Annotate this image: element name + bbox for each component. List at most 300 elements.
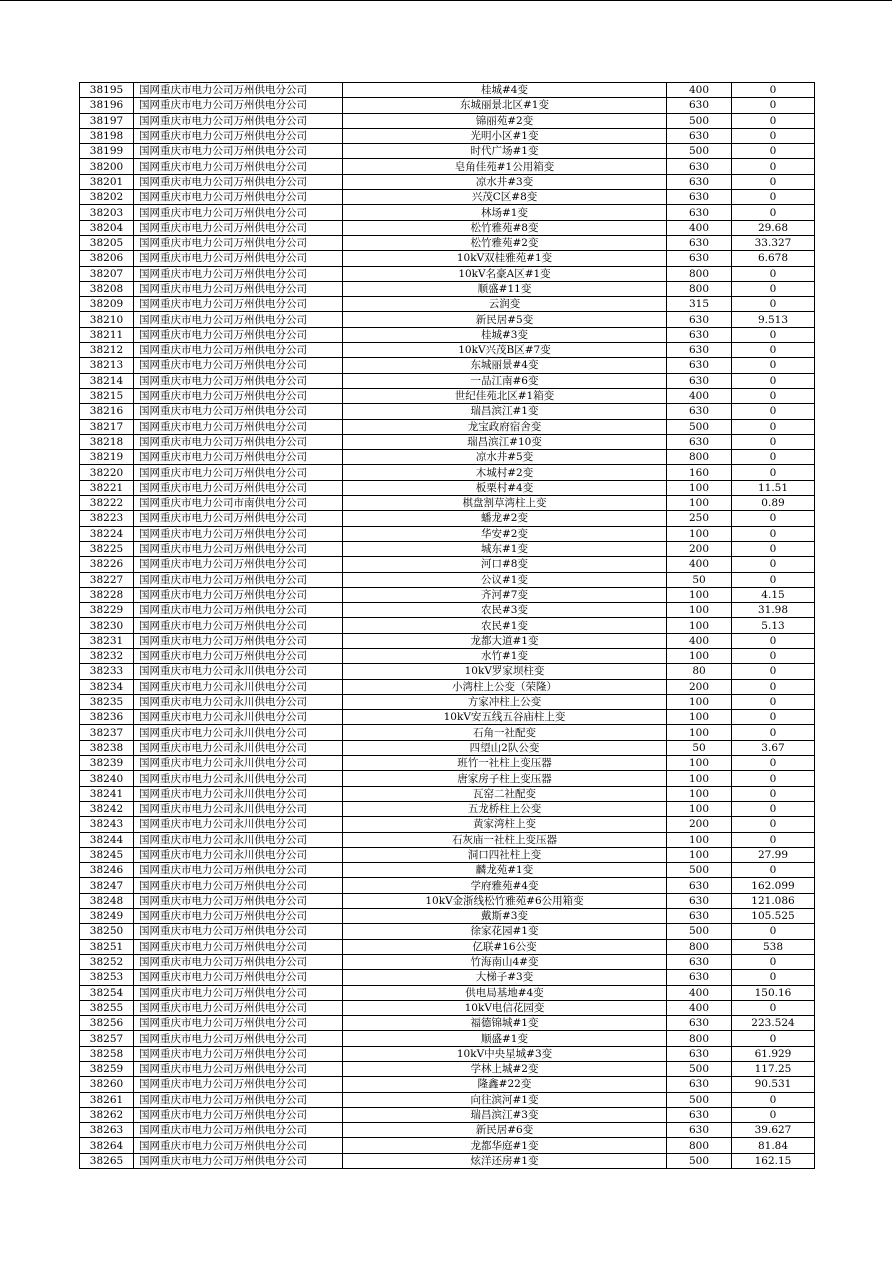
capacity-cell: 500: [667, 113, 732, 128]
company-cell: 国网重庆市电力公司万州供电分公司: [134, 220, 343, 235]
company-cell: 国网重庆市电力公司永川供电分公司: [134, 725, 343, 740]
value-cell: 0: [732, 710, 815, 725]
table-row: [80, 511, 815, 526]
capacity-cell: 630: [667, 327, 732, 342]
table-row: [80, 572, 815, 587]
company-cell: 国网重庆市电力公司万州供电分公司: [134, 511, 343, 526]
table-row: [80, 771, 815, 786]
value-cell: 4.15: [732, 587, 815, 602]
value-cell: 9.513: [732, 312, 815, 327]
company-cell: 国网重庆市电力公司永川供电分公司: [134, 756, 343, 771]
row-id-cell: 38232: [80, 648, 134, 663]
row-id-cell: 38226: [80, 557, 134, 572]
transformer-name-cell: 锦丽苑#2变: [343, 113, 667, 128]
capacity-cell: 630: [667, 312, 732, 327]
row-id-cell: 38255: [80, 1000, 134, 1015]
table-row: [80, 220, 815, 235]
transformer-name-cell: 木城村#2变: [343, 465, 667, 480]
value-cell: 0: [732, 159, 815, 174]
transformer-name-cell: 石灰庙一社柱上变压器: [343, 832, 667, 847]
company-cell: 国网重庆市电力公司万州供电分公司: [134, 970, 343, 985]
company-cell: 国网重庆市电力公司永川供电分公司: [134, 801, 343, 816]
value-cell: 0: [732, 648, 815, 663]
value-cell: 0: [732, 373, 815, 388]
table-row: [80, 939, 815, 954]
value-cell: 0: [732, 526, 815, 541]
company-cell: 国网重庆市电力公司万州供电分公司: [134, 572, 343, 587]
transformer-name-cell: 隆鑫#22变: [343, 1077, 667, 1092]
capacity-cell: 800: [667, 939, 732, 954]
transformer-name-cell: 10kV安五线五谷庙柱上变: [343, 710, 667, 725]
transformer-name-cell: 麟龙苑#1变: [343, 863, 667, 878]
value-cell: 0: [732, 541, 815, 556]
company-cell: 国网重庆市电力公司万州供电分公司: [134, 541, 343, 556]
capacity-cell: 100: [667, 603, 732, 618]
row-id-cell: 38223: [80, 511, 134, 526]
row-id-cell: 38250: [80, 924, 134, 939]
value-cell: 0.89: [732, 496, 815, 511]
capacity-cell: 400: [667, 83, 732, 98]
table-row: [80, 863, 815, 878]
transformer-name-cell: 世纪佳苑北区#1箱变: [343, 388, 667, 403]
company-cell: 国网重庆市电力公司万州供电分公司: [134, 235, 343, 250]
transformer-name-cell: 向往滨河#1变: [343, 1092, 667, 1107]
table-row: [80, 465, 815, 480]
table-row: [80, 235, 815, 250]
transformer-sheet: [79, 82, 815, 1169]
capacity-cell: 160: [667, 465, 732, 480]
company-cell: 国网重庆市电力公司万州供电分公司: [134, 358, 343, 373]
row-id-cell: 38218: [80, 434, 134, 449]
table-row: [80, 541, 815, 556]
company-cell: 国网重庆市电力公司永川供电分公司: [134, 664, 343, 679]
capacity-cell: 500: [667, 863, 732, 878]
row-id-cell: 38245: [80, 847, 134, 862]
table-row: [80, 970, 815, 985]
company-cell: 国网重庆市电力公司万州供电分公司: [134, 419, 343, 434]
row-id-cell: 38233: [80, 664, 134, 679]
company-cell: 国网重庆市电力公司万州供电分公司: [134, 174, 343, 189]
row-id-cell: 38259: [80, 1062, 134, 1077]
row-id-cell: 38243: [80, 817, 134, 832]
table-row: [80, 725, 815, 740]
transformer-name-cell: 云润变: [343, 297, 667, 312]
company-cell: 国网重庆市电力公司万州供电分公司: [134, 1000, 343, 1015]
company-cell: 国网重庆市电力公司永川供电分公司: [134, 847, 343, 862]
capacity-cell: 400: [667, 633, 732, 648]
transformer-name-cell: 兴茂C区#8变: [343, 190, 667, 205]
transformer-name-cell: 10kV双桂雅苑#1变: [343, 251, 667, 266]
value-cell: 0: [732, 190, 815, 205]
transformer-name-cell: 林场#1变: [343, 205, 667, 220]
company-cell: 国网重庆市电力公司万州供电分公司: [134, 1046, 343, 1061]
value-cell: 538: [732, 939, 815, 954]
transformer-name-cell: 桂城#3变: [343, 327, 667, 342]
company-cell: 国网重庆市电力公司永川供电分公司: [134, 694, 343, 709]
capacity-cell: 800: [667, 266, 732, 281]
transformer-name-cell: 东城丽景#4变: [343, 358, 667, 373]
table-row: [80, 205, 815, 220]
table-row: [80, 450, 815, 465]
capacity-cell: 100: [667, 801, 732, 816]
table-row: [80, 251, 815, 266]
row-id-cell: 38220: [80, 465, 134, 480]
transformer-name-cell: 凉水井#3变: [343, 174, 667, 189]
row-id-cell: 38225: [80, 541, 134, 556]
row-id-cell: 38230: [80, 618, 134, 633]
table-row: [80, 1031, 815, 1046]
capacity-cell: 100: [667, 771, 732, 786]
company-cell: 国网重庆市电力公司万州供电分公司: [134, 1077, 343, 1092]
capacity-cell: 400: [667, 1000, 732, 1015]
value-cell: 29.68: [732, 220, 815, 235]
company-cell: 国网重庆市电力公司万州供电分公司: [134, 190, 343, 205]
value-cell: 0: [732, 664, 815, 679]
company-cell: 国网重庆市电力公司万州供电分公司: [134, 159, 343, 174]
company-cell: 国网重庆市电力公司万州供电分公司: [134, 1016, 343, 1031]
table-row: [80, 954, 815, 969]
row-id-cell: 38212: [80, 343, 134, 358]
value-cell: 33.327: [732, 235, 815, 250]
table-row: [80, 83, 815, 98]
table-row: [80, 587, 815, 602]
table-row: [80, 1016, 815, 1031]
value-cell: 0: [732, 144, 815, 159]
table-row: [80, 128, 815, 143]
table-row: [80, 496, 815, 511]
capacity-cell: 800: [667, 281, 732, 296]
table-row: [80, 756, 815, 771]
company-cell: 国网重庆市电力公司万州供电分公司: [134, 878, 343, 893]
value-cell: 0: [732, 511, 815, 526]
row-id-cell: 38210: [80, 312, 134, 327]
value-cell: 11.51: [732, 480, 815, 495]
table-row: [80, 113, 815, 128]
row-id-cell: 38215: [80, 388, 134, 403]
transformer-name-cell: 供电局基地#4变: [343, 985, 667, 1000]
company-cell: 国网重庆市电力公司万州供电分公司: [134, 83, 343, 98]
table-row: [80, 817, 815, 832]
capacity-cell: 500: [667, 144, 732, 159]
transformer-name-cell: 大梯子#3变: [343, 970, 667, 985]
capacity-cell: 100: [667, 832, 732, 847]
company-cell: 国网重庆市电力公司万州供电分公司: [134, 480, 343, 495]
row-id-cell: 38248: [80, 893, 134, 908]
transformer-name-cell: 一品江南#6变: [343, 373, 667, 388]
capacity-cell: 100: [667, 786, 732, 801]
table-row: [80, 1153, 815, 1168]
row-id-cell: 38263: [80, 1123, 134, 1138]
company-cell: 国网重庆市电力公司万州供电分公司: [134, 587, 343, 602]
table-row: [80, 603, 815, 618]
capacity-cell: 630: [667, 909, 732, 924]
company-cell: 国网重庆市电力公司万州供电分公司: [134, 388, 343, 403]
value-cell: 0: [732, 98, 815, 113]
value-cell: 0: [732, 128, 815, 143]
value-cell: 0: [732, 281, 815, 296]
table-row: [80, 679, 815, 694]
company-cell: 国网重庆市电力公司万州供电分公司: [134, 434, 343, 449]
company-cell: 国网重庆市电力公司万州供电分公司: [134, 144, 343, 159]
value-cell: 0: [732, 434, 815, 449]
value-cell: 0: [732, 801, 815, 816]
capacity-cell: 100: [667, 847, 732, 862]
company-cell: 国网重庆市电力公司市南供电分公司: [134, 496, 343, 511]
transformer-name-cell: 10kV金浙线松竹雅苑#6公用箱变: [343, 893, 667, 908]
transformer-name-cell: 竹海南山4#变: [343, 954, 667, 969]
row-id-cell: 38238: [80, 740, 134, 755]
transformer-name-cell: 河口#8变: [343, 557, 667, 572]
capacity-cell: 500: [667, 1092, 732, 1107]
table-row: [80, 909, 815, 924]
row-id-cell: 38211: [80, 327, 134, 342]
table-row: [80, 633, 815, 648]
value-cell: 0: [732, 633, 815, 648]
value-cell: 81.84: [732, 1138, 815, 1153]
value-cell: 31.98: [732, 603, 815, 618]
capacity-cell: 630: [667, 373, 732, 388]
row-id-cell: 38242: [80, 801, 134, 816]
row-id-cell: 38219: [80, 450, 134, 465]
transformer-name-cell: 时代广场#1变: [343, 144, 667, 159]
transformer-name-cell: 城东#1变: [343, 541, 667, 556]
capacity-cell: 800: [667, 1031, 732, 1046]
transformer-name-cell: 光明小区#1变: [343, 128, 667, 143]
capacity-cell: 100: [667, 480, 732, 495]
value-cell: 0: [732, 954, 815, 969]
capacity-cell: 630: [667, 343, 732, 358]
page-top-border: [0, 0, 892, 1]
company-cell: 国网重庆市电力公司永川供电分公司: [134, 832, 343, 847]
row-id-cell: 38209: [80, 297, 134, 312]
company-cell: 国网重庆市电力公司万州供电分公司: [134, 373, 343, 388]
company-cell: 国网重庆市电力公司万州供电分公司: [134, 128, 343, 143]
company-cell: 国网重庆市电力公司万州供电分公司: [134, 404, 343, 419]
value-cell: 121.086: [732, 893, 815, 908]
capacity-cell: 100: [667, 587, 732, 602]
row-id-cell: 38221: [80, 480, 134, 495]
transformer-name-cell: 唐家房子柱上变压器: [343, 771, 667, 786]
transformer-name-cell: 公议#1变: [343, 572, 667, 587]
table-row: [80, 847, 815, 862]
table-row: [80, 190, 815, 205]
transformer-name-cell: 松竹雅苑#8变: [343, 220, 667, 235]
transformer-name-cell: 石角一社配变: [343, 725, 667, 740]
transformer-name-cell: 新民居#5变: [343, 312, 667, 327]
transformer-name-cell: 龙都大道#1变: [343, 633, 667, 648]
transformer-name-cell: 新民居#6变: [343, 1123, 667, 1138]
table-row: [80, 159, 815, 174]
row-id-cell: 38231: [80, 633, 134, 648]
row-id-cell: 38227: [80, 572, 134, 587]
value-cell: 0: [732, 756, 815, 771]
row-id-cell: 38203: [80, 205, 134, 220]
value-cell: 0: [732, 725, 815, 740]
transformer-name-cell: 蟠龙#2变: [343, 511, 667, 526]
transformer-name-cell: 方家冲柱上公变: [343, 694, 667, 709]
row-id-cell: 38265: [80, 1153, 134, 1168]
row-id-cell: 38228: [80, 587, 134, 602]
value-cell: 0: [732, 450, 815, 465]
transformer-name-cell: 学府雅苑#4变: [343, 878, 667, 893]
value-cell: 0: [732, 771, 815, 786]
capacity-cell: 630: [667, 1123, 732, 1138]
transformer-name-cell: 徐家花园#1变: [343, 924, 667, 939]
capacity-cell: 100: [667, 648, 732, 663]
row-id-cell: 38217: [80, 419, 134, 434]
company-cell: 国网重庆市电力公司万州供电分公司: [134, 113, 343, 128]
row-id-cell: 38239: [80, 756, 134, 771]
capacity-cell: 400: [667, 220, 732, 235]
row-id-cell: 38240: [80, 771, 134, 786]
value-cell: 0: [732, 679, 815, 694]
transformer-name-cell: 龙宝政府宿舍变: [343, 419, 667, 434]
transformer-name-cell: 瑞昌滨江#3变: [343, 1107, 667, 1122]
row-id-cell: 38208: [80, 281, 134, 296]
capacity-cell: 630: [667, 954, 732, 969]
company-cell: 国网重庆市电力公司万州供电分公司: [134, 327, 343, 342]
capacity-cell: 100: [667, 710, 732, 725]
value-cell: 0: [732, 388, 815, 403]
transformer-name-cell: 齐河#7变: [343, 587, 667, 602]
table-row: [80, 281, 815, 296]
table-row: [80, 801, 815, 816]
transformer-table: [79, 82, 815, 1169]
capacity-cell: 630: [667, 1077, 732, 1092]
company-cell: 国网重庆市电力公司万州供电分公司: [134, 1123, 343, 1138]
row-id-cell: 38244: [80, 832, 134, 847]
transformer-name-cell: 顺盛#11变: [343, 281, 667, 296]
company-cell: 国网重庆市电力公司万州供电分公司: [134, 939, 343, 954]
capacity-cell: 100: [667, 526, 732, 541]
capacity-cell: 80: [667, 664, 732, 679]
capacity-cell: 315: [667, 297, 732, 312]
value-cell: 0: [732, 1000, 815, 1015]
capacity-cell: 630: [667, 174, 732, 189]
capacity-cell: 630: [667, 434, 732, 449]
row-id-cell: 38201: [80, 174, 134, 189]
table-row: [80, 832, 815, 847]
row-id-cell: 38213: [80, 358, 134, 373]
row-id-cell: 38202: [80, 190, 134, 205]
capacity-cell: 100: [667, 694, 732, 709]
transformer-name-cell: 10kV名豪A区#1变: [343, 266, 667, 281]
company-cell: 国网重庆市电力公司永川供电分公司: [134, 679, 343, 694]
row-id-cell: 38216: [80, 404, 134, 419]
company-cell: 国网重庆市电力公司万州供电分公司: [134, 863, 343, 878]
value-cell: 0: [732, 327, 815, 342]
value-cell: 0: [732, 465, 815, 480]
company-cell: 国网重庆市电力公司万州供电分公司: [134, 1153, 343, 1168]
row-id-cell: 38251: [80, 939, 134, 954]
capacity-cell: 500: [667, 419, 732, 434]
value-cell: 39.627: [732, 1123, 815, 1138]
row-id-cell: 38198: [80, 128, 134, 143]
capacity-cell: 800: [667, 1138, 732, 1153]
value-cell: 0: [732, 1031, 815, 1046]
capacity-cell: 630: [667, 98, 732, 113]
value-cell: 0: [732, 83, 815, 98]
transformer-name-cell: 小湾柱上公变（荣隆）: [343, 679, 667, 694]
table-row: [80, 343, 815, 358]
transformer-name-cell: 五龙桥柱上公变: [343, 801, 667, 816]
capacity-cell: 630: [667, 1016, 732, 1031]
capacity-cell: 630: [667, 878, 732, 893]
value-cell: 0: [732, 557, 815, 572]
row-id-cell: 38205: [80, 235, 134, 250]
company-cell: 国网重庆市电力公司万州供电分公司: [134, 603, 343, 618]
transformer-name-cell: 桂城#4变: [343, 83, 667, 98]
transformer-name-cell: 板栗村#4变: [343, 480, 667, 495]
row-id-cell: 38260: [80, 1077, 134, 1092]
row-id-cell: 38241: [80, 786, 134, 801]
value-cell: 0: [732, 266, 815, 281]
table-row: [80, 327, 815, 342]
company-cell: 国网重庆市电力公司万州供电分公司: [134, 618, 343, 633]
transformer-name-cell: 瑞昌滨江#1变: [343, 404, 667, 419]
company-cell: 国网重庆市电力公司万州供电分公司: [134, 526, 343, 541]
company-cell: 国网重庆市电力公司万州供电分公司: [134, 648, 343, 663]
value-cell: 0: [732, 404, 815, 419]
row-id-cell: 38237: [80, 725, 134, 740]
table-row: [80, 1107, 815, 1122]
row-id-cell: 38235: [80, 694, 134, 709]
value-cell: 162.15: [732, 1153, 815, 1168]
table-row: [80, 174, 815, 189]
transformer-name-cell: 水竹#1变: [343, 648, 667, 663]
company-cell: 国网重庆市电力公司万州供电分公司: [134, 251, 343, 266]
row-id-cell: 38200: [80, 159, 134, 174]
table-row: [80, 434, 815, 449]
company-cell: 国网重庆市电力公司万州供电分公司: [134, 633, 343, 648]
table-row: [80, 878, 815, 893]
table-row: [80, 924, 815, 939]
capacity-cell: 250: [667, 511, 732, 526]
row-id-cell: 38256: [80, 1016, 134, 1031]
value-cell: 0: [732, 205, 815, 220]
value-cell: 0: [732, 297, 815, 312]
capacity-cell: 50: [667, 572, 732, 587]
table-row: [80, 740, 815, 755]
company-cell: 国网重庆市电力公司万州供电分公司: [134, 909, 343, 924]
value-cell: 90.531: [732, 1077, 815, 1092]
transformer-name-cell: 福德锦城#1变: [343, 1016, 667, 1031]
company-cell: 国网重庆市电力公司万州供电分公司: [134, 465, 343, 480]
company-cell: 国网重庆市电力公司万州供电分公司: [134, 893, 343, 908]
transformer-name-cell: 顺盛#1变: [343, 1031, 667, 1046]
value-cell: 0: [732, 924, 815, 939]
row-id-cell: 38206: [80, 251, 134, 266]
capacity-cell: 630: [667, 358, 732, 373]
table-row: [80, 664, 815, 679]
transformer-name-cell: 学林上城#2变: [343, 1062, 667, 1077]
transformer-name-cell: 农民#3变: [343, 603, 667, 618]
company-cell: 国网重庆市电力公司万州供电分公司: [134, 1107, 343, 1122]
row-id-cell: 38247: [80, 878, 134, 893]
company-cell: 国网重庆市电力公司万州供电分公司: [134, 954, 343, 969]
row-id-cell: 38261: [80, 1092, 134, 1107]
table-row: [80, 312, 815, 327]
row-id-cell: 38207: [80, 266, 134, 281]
table-row: [80, 526, 815, 541]
row-id-cell: 38222: [80, 496, 134, 511]
company-cell: 国网重庆市电力公司万州供电分公司: [134, 557, 343, 572]
value-cell: 117.25: [732, 1062, 815, 1077]
row-id-cell: 38254: [80, 985, 134, 1000]
value-cell: 3.67: [732, 740, 815, 755]
value-cell: 0: [732, 419, 815, 434]
company-cell: 国网重庆市电力公司万州供电分公司: [134, 924, 343, 939]
